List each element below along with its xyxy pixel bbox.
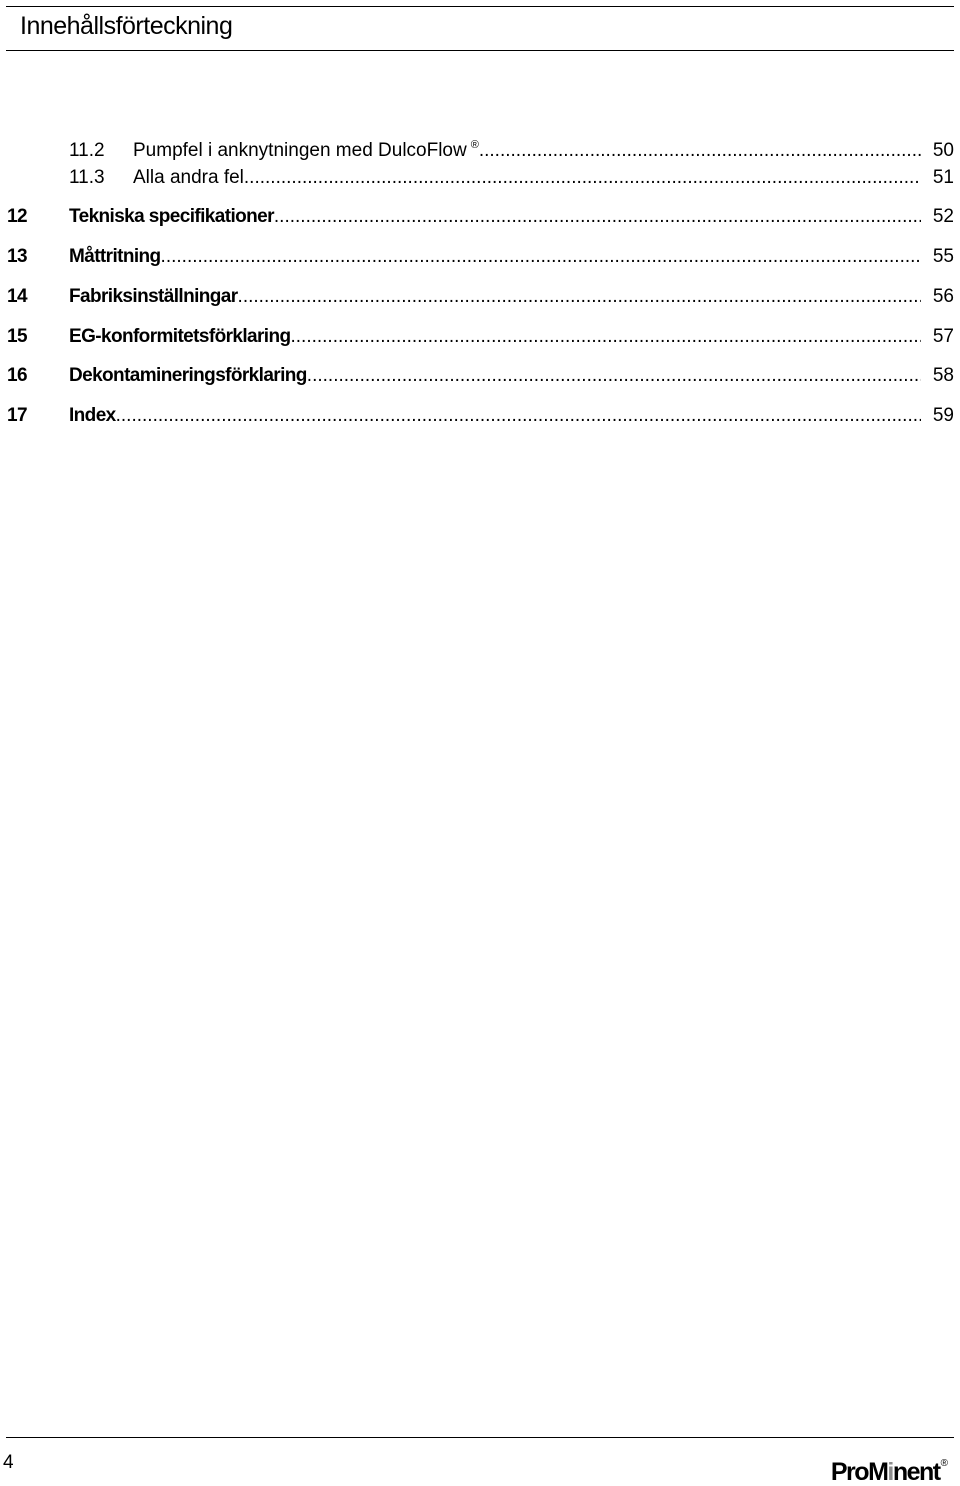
toc-leader-dots bbox=[274, 205, 921, 229]
toc-entry-title: Alla andra fel bbox=[133, 167, 244, 188]
toc-entry-number: 13 bbox=[7, 246, 27, 267]
toc-entry-number: 14 bbox=[7, 286, 27, 307]
toc-entry-page: 59 bbox=[932, 405, 954, 426]
page-number: 4 bbox=[3, 1452, 14, 1473]
toc-entry-page: 58 bbox=[932, 365, 954, 386]
toc-entry-page: 50 bbox=[932, 140, 954, 161]
toc-entry-title: Index bbox=[69, 405, 116, 426]
page-title: Innehållsförteckning bbox=[20, 12, 233, 40]
toc-entry-title: Tekniska specifikationer bbox=[69, 206, 274, 227]
toc-entry-page: 52 bbox=[932, 206, 954, 227]
toc-entry-14[interactable] bbox=[7, 285, 954, 309]
logo-registered-mark: ® bbox=[940, 1458, 948, 1469]
toc-leader-dots bbox=[244, 166, 921, 190]
toc-entry-11-2[interactable] bbox=[69, 133, 954, 161]
title-divider bbox=[6, 50, 954, 51]
toc-leader-dots bbox=[238, 285, 921, 309]
toc-entry-page: 56 bbox=[932, 286, 954, 307]
toc-entry-title: EG-konformitetsförklaring bbox=[69, 326, 291, 347]
toc-leader-dots bbox=[161, 245, 921, 269]
toc-entry-15[interactable] bbox=[7, 325, 954, 349]
toc-entry-13[interactable] bbox=[7, 245, 954, 269]
toc-entry-number: 11.2 bbox=[69, 140, 105, 161]
toc-entry-title: Dekontamineringsförklaring bbox=[69, 365, 307, 386]
logo-part-nent: nent bbox=[892, 1458, 940, 1486]
logo-part-pro: Pro bbox=[830, 1458, 869, 1486]
toc-entry-number: 17 bbox=[7, 405, 27, 426]
toc-entry-16[interactable] bbox=[7, 364, 954, 388]
toc-entry-number: 12 bbox=[7, 206, 27, 227]
footer-divider bbox=[6, 1437, 954, 1438]
registered-mark: ® bbox=[470, 139, 479, 151]
toc-entry-17[interactable] bbox=[7, 404, 954, 428]
toc-entry-title: Måttritning bbox=[69, 246, 161, 267]
toc-entry-page: 57 bbox=[932, 326, 954, 347]
top-divider bbox=[6, 6, 954, 7]
toc-entry-number: 15 bbox=[7, 326, 27, 347]
toc-leader-dots bbox=[307, 364, 921, 388]
toc-entry-number: 16 bbox=[7, 365, 27, 386]
toc-leader-dots bbox=[479, 139, 921, 163]
toc-entry-title: Pumpfel i anknytningen med DulcoFlow ® bbox=[133, 139, 479, 161]
logo-part-mi: i bbox=[887, 1458, 893, 1486]
prominent-logo bbox=[831, 1450, 948, 1486]
toc-entry-12[interactable] bbox=[7, 205, 954, 229]
toc-leader-dots bbox=[116, 404, 921, 428]
toc-entry-title: Fabriksinställningar bbox=[69, 286, 238, 307]
toc-entry-number: 11.3 bbox=[69, 167, 105, 188]
toc-entry-page: 55 bbox=[932, 246, 954, 267]
toc-leader-dots bbox=[290, 325, 920, 349]
logo-part-m: M bbox=[868, 1458, 888, 1486]
toc-entry-11-3[interactable] bbox=[69, 166, 954, 190]
toc-entry-page: 51 bbox=[932, 167, 954, 188]
